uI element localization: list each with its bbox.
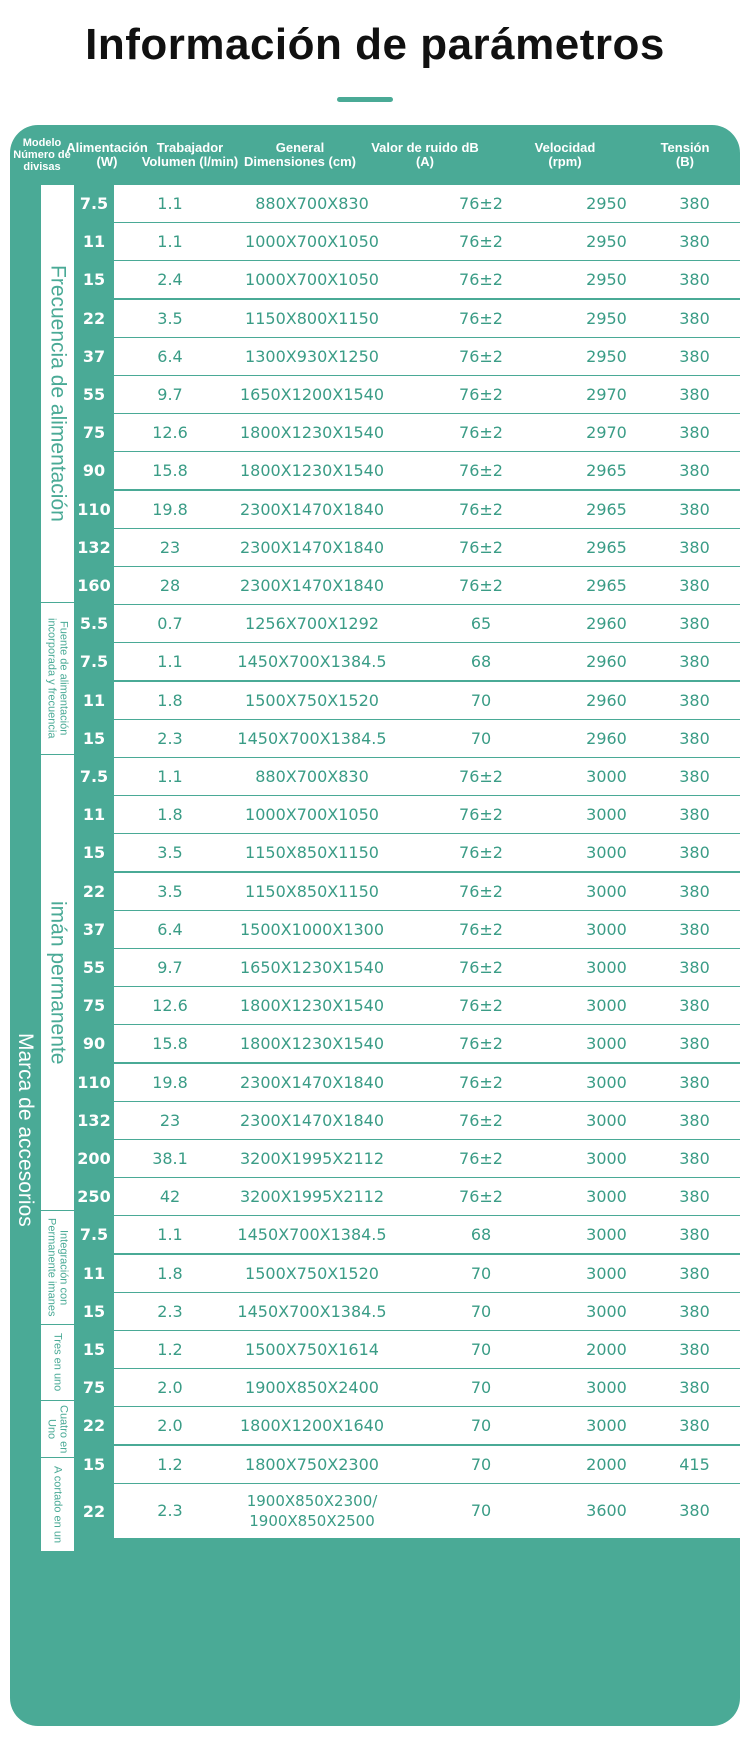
cell-noise: 76±2 (459, 231, 503, 251)
cell-speed: 3000 (586, 1301, 627, 1321)
table-row (114, 1255, 740, 1292)
cell-flow: 3.5 (157, 842, 183, 862)
cell-flow: 1.1 (157, 1224, 183, 1244)
cell-voltage: 380 (679, 919, 710, 939)
cell-speed: 3000 (586, 1033, 627, 1053)
cell-speed: 2000 (586, 1454, 627, 1474)
cell-dimensions: 1256X700X1292 (245, 613, 379, 633)
table-row (114, 605, 740, 642)
cell-flow: 0.7 (157, 613, 183, 633)
cell-voltage: 380 (679, 1186, 710, 1206)
table-row (114, 1025, 740, 1062)
cell-speed: 2950 (586, 193, 627, 213)
cell-noise: 70 (470, 1415, 492, 1435)
cell-power: 15 (82, 843, 106, 862)
cell-voltage: 380 (679, 995, 710, 1015)
cell-power: 90 (82, 1034, 106, 1053)
cell-flow: 1.1 (157, 651, 183, 671)
cell-noise: 65 (470, 613, 492, 633)
cell-voltage: 380 (679, 1224, 710, 1244)
cell-speed: 2950 (586, 231, 627, 251)
cell-voltage: 380 (679, 1377, 710, 1397)
cell-flow: 2.0 (157, 1415, 183, 1435)
cell-power: 15 (82, 1340, 106, 1359)
cell-flow: 1.2 (157, 1339, 183, 1359)
cell-noise: 70 (470, 1377, 492, 1397)
cell-dimensions: 1800X1230X1540 (239, 995, 385, 1015)
header-voltage: Tensión (B) (660, 140, 710, 169)
cell-power: 132 (77, 1111, 111, 1130)
table-row (114, 567, 740, 604)
table-row (114, 1484, 740, 1538)
brand-group-text: Marca de accesorios (14, 1033, 37, 1227)
cell-dimensions: 1900X850X2300/ 1900X850X2500 (246, 1492, 378, 1530)
cell-dimensions: 1450X700X1384.5 (237, 651, 387, 671)
cell-voltage: 380 (679, 308, 710, 328)
cell-power: 55 (82, 385, 106, 404)
table-row (114, 1216, 740, 1253)
cell-dimensions: 2300X1470X1840 (239, 575, 385, 595)
cell-noise: 76±2 (459, 1110, 503, 1130)
cell-dimensions: 1800X750X2300 (245, 1454, 379, 1474)
cell-flow: 9.7 (157, 957, 183, 977)
cell-flow: 2.0 (157, 1377, 183, 1397)
cell-voltage: 380 (679, 460, 710, 480)
cell-power: 22 (82, 309, 106, 328)
cell-voltage: 380 (679, 842, 710, 862)
cell-noise: 70 (470, 728, 492, 748)
cell-speed: 3000 (586, 1148, 627, 1168)
cell-dimensions: 1500X1000X1300 (239, 919, 385, 939)
cell-flow: 1.1 (157, 193, 183, 213)
cell-flow: 15.8 (152, 460, 188, 480)
cell-power: 7.5 (79, 1225, 109, 1244)
cell-dimensions: 1000X700X1050 (245, 231, 379, 251)
category-label: Frecuencia de alimentación (41, 185, 74, 602)
cell-power: 15 (82, 729, 106, 748)
cell-dimensions: 1000X700X1050 (245, 804, 379, 824)
parameters-table (10, 125, 740, 1726)
cell-flow: 1.8 (157, 804, 183, 824)
table-row (114, 185, 740, 222)
cell-dimensions: 1150X850X1150 (245, 881, 379, 901)
cell-power: 7.5 (79, 194, 109, 213)
table-row (114, 491, 740, 528)
table-row (114, 1064, 740, 1101)
cell-speed: 3000 (586, 1110, 627, 1130)
cell-voltage: 380 (679, 1033, 710, 1053)
table-row (114, 1446, 740, 1483)
brand-group-label (10, 815, 40, 1445)
cell-dimensions: 1450X700X1384.5 (237, 1224, 387, 1244)
cell-flow: 1.1 (157, 766, 183, 786)
cell-dimensions: 1650X1230X1540 (239, 957, 385, 977)
cell-voltage: 380 (679, 346, 710, 366)
table-row (114, 223, 740, 260)
table-row (114, 1331, 740, 1368)
cell-flow: 2.4 (157, 269, 183, 289)
category-label: Cuatro en Uno (41, 1401, 74, 1457)
cell-power: 37 (82, 920, 106, 939)
cell-power: 11 (82, 1264, 106, 1283)
cell-flow: 23 (159, 537, 181, 557)
cell-voltage: 380 (679, 957, 710, 977)
cell-noise: 76±2 (459, 193, 503, 213)
cell-flow: 2.3 (157, 1301, 183, 1321)
cell-dimensions: 2300X1470X1840 (239, 1072, 385, 1092)
cell-speed: 3000 (586, 1224, 627, 1244)
cell-flow: 12.6 (152, 995, 188, 1015)
cell-flow: 1.8 (157, 1263, 183, 1283)
cell-power: 11 (82, 691, 106, 710)
cell-power: 110 (77, 500, 111, 519)
category-label: Integración con Permanente imanes (41, 1211, 74, 1324)
cell-noise: 70 (470, 1339, 492, 1359)
cell-power: 75 (82, 423, 106, 442)
table-row (114, 300, 740, 337)
table-row (114, 873, 740, 910)
table-row (114, 643, 740, 680)
cell-noise: 76±2 (459, 499, 503, 519)
cell-speed: 3000 (586, 1072, 627, 1092)
cell-voltage: 415 (679, 1454, 710, 1474)
cell-noise: 76±2 (459, 1148, 503, 1168)
cell-speed: 3000 (586, 919, 627, 939)
header-flow: Trabajador Volumen (l/min) (141, 140, 239, 169)
cell-speed: 3000 (586, 766, 627, 786)
header-model: Modelo Número de divisas (13, 137, 71, 173)
table-row (114, 414, 740, 451)
table-header (10, 125, 740, 185)
cell-speed: 2950 (586, 308, 627, 328)
cell-flow: 9.7 (157, 384, 183, 404)
cell-flow: 2.3 (157, 728, 183, 748)
cell-power: 90 (82, 461, 106, 480)
cell-speed: 3000 (586, 804, 627, 824)
cell-voltage: 380 (679, 1339, 710, 1359)
cell-flow: 15.8 (152, 1033, 188, 1053)
cell-noise: 68 (470, 651, 492, 671)
cell-speed: 2950 (586, 346, 627, 366)
cell-dimensions: 1500X750X1614 (245, 1339, 379, 1359)
cell-dimensions: 1450X700X1384.5 (237, 728, 387, 748)
cell-dimensions: 2300X1470X1840 (239, 537, 385, 557)
cell-dimensions: 1150X800X1150 (245, 308, 379, 328)
table-row (114, 1293, 740, 1330)
cell-power: 15 (82, 1455, 106, 1474)
cell-speed: 2960 (586, 613, 627, 633)
category-label: Tres en uno (41, 1325, 74, 1400)
cell-dimensions: 3200X1995X2112 (239, 1186, 385, 1206)
cell-speed: 2970 (586, 384, 627, 404)
cell-dimensions: 1800X1230X1540 (239, 460, 385, 480)
cell-noise: 68 (470, 1224, 492, 1244)
table-row (114, 261, 740, 298)
cell-dimensions: 1500X750X1520 (245, 1263, 379, 1283)
cell-power: 160 (77, 576, 111, 595)
cell-speed: 2950 (586, 269, 627, 289)
cell-dimensions: 880X700X830 (255, 766, 369, 786)
cell-flow: 3.5 (157, 881, 183, 901)
cell-voltage: 380 (679, 1072, 710, 1092)
table-row (114, 1369, 740, 1406)
cell-speed: 2960 (586, 728, 627, 748)
cell-dimensions: 1000X700X1050 (245, 269, 379, 289)
cell-noise: 76±2 (459, 537, 503, 557)
cell-power: 7.5 (79, 652, 109, 671)
cell-dimensions: 2300X1470X1840 (239, 1110, 385, 1130)
cell-flow: 42 (159, 1186, 181, 1206)
cell-speed: 2960 (586, 690, 627, 710)
cell-flow: 19.8 (152, 499, 188, 519)
cell-speed: 2965 (586, 460, 627, 480)
cell-power: 37 (82, 347, 106, 366)
cell-power: 55 (82, 958, 106, 977)
cell-noise: 76±2 (459, 804, 503, 824)
table-row (114, 796, 740, 833)
cell-dimensions: 1300X930X1250 (245, 346, 379, 366)
cell-power: 75 (82, 996, 106, 1015)
cell-flow: 6.4 (157, 346, 183, 366)
cell-speed: 2965 (586, 575, 627, 595)
cell-dimensions: 2300X1470X1840 (239, 499, 385, 519)
table-row (114, 338, 740, 375)
cell-noise: 76±2 (459, 346, 503, 366)
table-row (114, 529, 740, 566)
cell-speed: 3000 (586, 1415, 627, 1435)
cell-voltage: 380 (679, 804, 710, 824)
cell-speed: 3000 (586, 1186, 627, 1206)
cell-voltage: 380 (679, 384, 710, 404)
cell-voltage: 380 (679, 881, 710, 901)
cell-voltage: 380 (679, 269, 710, 289)
cell-voltage: 380 (679, 537, 710, 557)
cell-voltage: 380 (679, 651, 710, 671)
cell-noise: 76±2 (459, 422, 503, 442)
cell-voltage: 380 (679, 231, 710, 251)
cell-dimensions: 3200X1995X2112 (239, 1148, 385, 1168)
cell-voltage: 380 (679, 728, 710, 748)
cell-flow: 28 (159, 575, 181, 595)
cell-power: 22 (82, 1501, 106, 1521)
cell-voltage: 380 (679, 766, 710, 786)
cell-voltage: 380 (679, 193, 710, 213)
cell-noise: 70 (470, 1301, 492, 1321)
table-row (114, 834, 740, 871)
cell-voltage: 380 (679, 613, 710, 633)
cell-noise: 76±2 (459, 766, 503, 786)
cell-power: 22 (82, 882, 106, 901)
cell-speed: 3000 (586, 1263, 627, 1283)
cell-voltage: 380 (679, 1263, 710, 1283)
cell-speed: 2965 (586, 537, 627, 557)
cell-speed: 3000 (586, 1377, 627, 1397)
cell-voltage: 380 (679, 575, 710, 595)
cell-flow: 1.2 (157, 1454, 183, 1474)
table-row (114, 758, 740, 795)
cell-flow: 2.3 (157, 1501, 183, 1520)
cell-noise: 76±2 (459, 957, 503, 977)
cell-flow: 6.4 (157, 919, 183, 939)
cell-flow: 12.6 (152, 422, 188, 442)
cell-power: 200 (77, 1149, 111, 1168)
cell-flow: 23 (159, 1110, 181, 1130)
cell-noise: 76±2 (459, 575, 503, 595)
table-row (114, 949, 740, 986)
table-row (114, 1140, 740, 1177)
cell-power: 5.5 (79, 614, 109, 633)
cell-power: 7.5 (79, 767, 109, 786)
table-row (114, 987, 740, 1024)
cell-noise: 76±2 (459, 1186, 503, 1206)
header-speed: Velocidad (rpm) (534, 140, 596, 169)
cell-flow: 1.1 (157, 231, 183, 251)
cell-power: 132 (77, 538, 111, 557)
cell-power: 250 (77, 1187, 111, 1206)
cell-noise: 76±2 (459, 842, 503, 862)
cell-voltage: 380 (679, 422, 710, 442)
table-row (114, 376, 740, 413)
cell-noise: 70 (470, 690, 492, 710)
cell-flow: 3.5 (157, 308, 183, 328)
page-title: Información de parámetros (85, 20, 665, 69)
table-row (114, 720, 740, 757)
cell-power: 11 (82, 232, 106, 251)
cell-power: 15 (82, 270, 106, 289)
cell-voltage: 380 (679, 1415, 710, 1435)
cell-dimensions: 880X700X830 (255, 193, 369, 213)
cell-flow: 19.8 (152, 1072, 188, 1092)
cell-speed: 3000 (586, 957, 627, 977)
cell-noise: 76±2 (459, 919, 503, 939)
cell-speed: 3000 (586, 995, 627, 1015)
cell-speed: 2965 (586, 499, 627, 519)
table-row (114, 682, 740, 719)
cell-speed: 2970 (586, 422, 627, 442)
cell-flow: 1.8 (157, 690, 183, 710)
table-row (114, 1102, 740, 1139)
header-dimensions: General Dimensiones (cm) (244, 140, 356, 169)
cell-dimensions: 1650X1200X1540 (239, 384, 385, 404)
cell-dimensions: 1800X1230X1540 (239, 422, 385, 442)
cell-noise: 76±2 (459, 1033, 503, 1053)
cell-noise: 70 (470, 1454, 492, 1474)
cell-power: 110 (77, 1073, 111, 1092)
header-power: Alimentación (W) (66, 140, 148, 169)
cell-noise: 70 (470, 1501, 492, 1520)
table-row (114, 1407, 740, 1444)
cell-voltage: 380 (679, 1501, 710, 1520)
title-underline (337, 97, 393, 102)
cell-voltage: 380 (679, 1148, 710, 1168)
cell-speed: 2960 (586, 651, 627, 671)
cell-flow: 38.1 (152, 1148, 188, 1168)
cell-dimensions: 1800X1230X1540 (239, 1033, 385, 1053)
table-row (114, 452, 740, 489)
header-noise: Valor de ruido dB (A) (371, 140, 479, 169)
cell-dimensions: 1450X700X1384.5 (237, 1301, 387, 1321)
cell-noise: 70 (470, 1263, 492, 1283)
cell-dimensions: 1500X750X1520 (245, 690, 379, 710)
cell-speed: 3000 (586, 842, 627, 862)
cell-speed: 2000 (586, 1339, 627, 1359)
cell-voltage: 380 (679, 1110, 710, 1130)
category-label: A cortado en un (41, 1458, 74, 1551)
cell-noise: 76±2 (459, 460, 503, 480)
cell-speed: 3000 (586, 881, 627, 901)
cell-dimensions: 1900X850X2400 (245, 1377, 379, 1397)
cell-noise: 76±2 (459, 881, 503, 901)
cell-dimensions: 1800X1200X1640 (239, 1415, 385, 1435)
cell-voltage: 380 (679, 1301, 710, 1321)
cell-voltage: 380 (679, 690, 710, 710)
cell-noise: 76±2 (459, 269, 503, 289)
cell-power: 15 (82, 1302, 106, 1321)
category-label: Fuente de alimentación incorporada y frecuencia (41, 603, 74, 754)
cell-noise: 76±2 (459, 384, 503, 404)
category-label: imán permanente (41, 755, 74, 1210)
cell-power: 11 (82, 805, 106, 824)
cell-dimensions: 1150X850X1150 (245, 842, 379, 862)
cell-noise: 76±2 (459, 1072, 503, 1092)
table-row (114, 1178, 740, 1215)
cell-power: 75 (82, 1378, 106, 1397)
cell-speed: 3600 (586, 1501, 627, 1520)
cell-noise: 76±2 (459, 308, 503, 328)
cell-noise: 76±2 (459, 995, 503, 1015)
cell-power: 22 (82, 1416, 106, 1435)
table-row (114, 911, 740, 948)
cell-voltage: 380 (679, 499, 710, 519)
